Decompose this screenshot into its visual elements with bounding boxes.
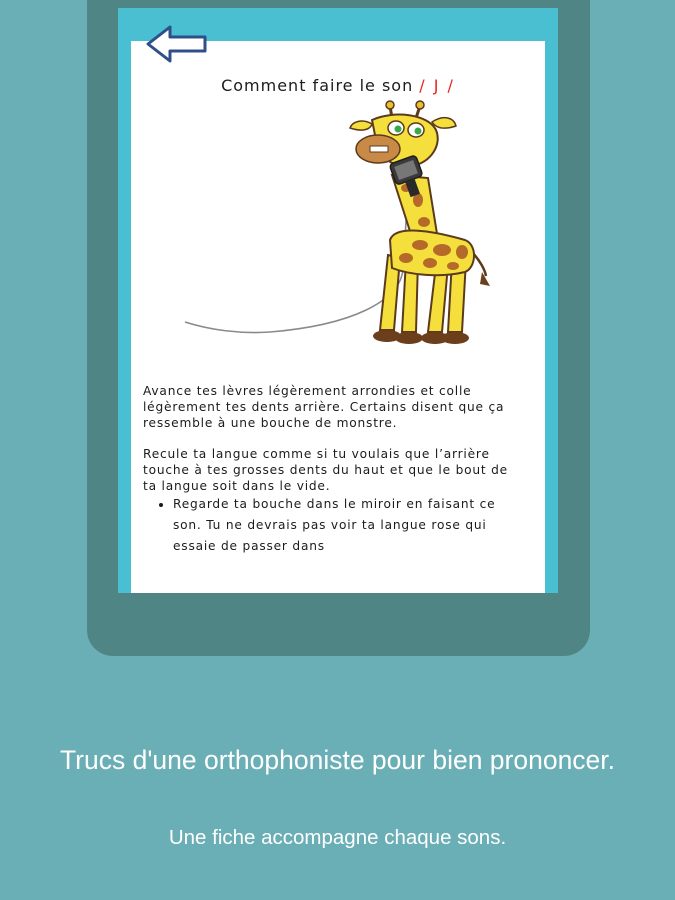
tips-list — [143, 494, 523, 557]
giraffe-illustration — [180, 100, 500, 368]
tip-mirror: • Regarde ta bouche dans le miroir en faisant ce son. Tu ne devrais pas voir ta langue rose qui essaie de passer dans — [173, 494, 523, 557]
back-arrow-icon[interactable] — [143, 23, 209, 65]
sheet-instructions — [143, 383, 523, 557]
instruction-lips: Avance tes lèvres légèrement arrondies et colle légèrement tes dents arrière. Certains disent que ça ressemble à une bouche de monstre. — [143, 384, 505, 430]
app-screen — [118, 8, 558, 593]
sheet-title — [118, 76, 558, 95]
caption-title: Trucs d'une orthophoniste pour bien prononcer. — [59, 745, 616, 775]
sound-label: / J / — [419, 76, 455, 95]
instruction-tongue: Recule ta langue comme si tu voulais que l’arrière touche à tes grosses dents du haut et que le bout de ta langue soit dans le vide. — [143, 447, 508, 493]
caption-subtitle: Une fiche accompagne chaque sons. — [168, 826, 507, 849]
sheet-title-text: Comment faire le son — [221, 76, 414, 95]
